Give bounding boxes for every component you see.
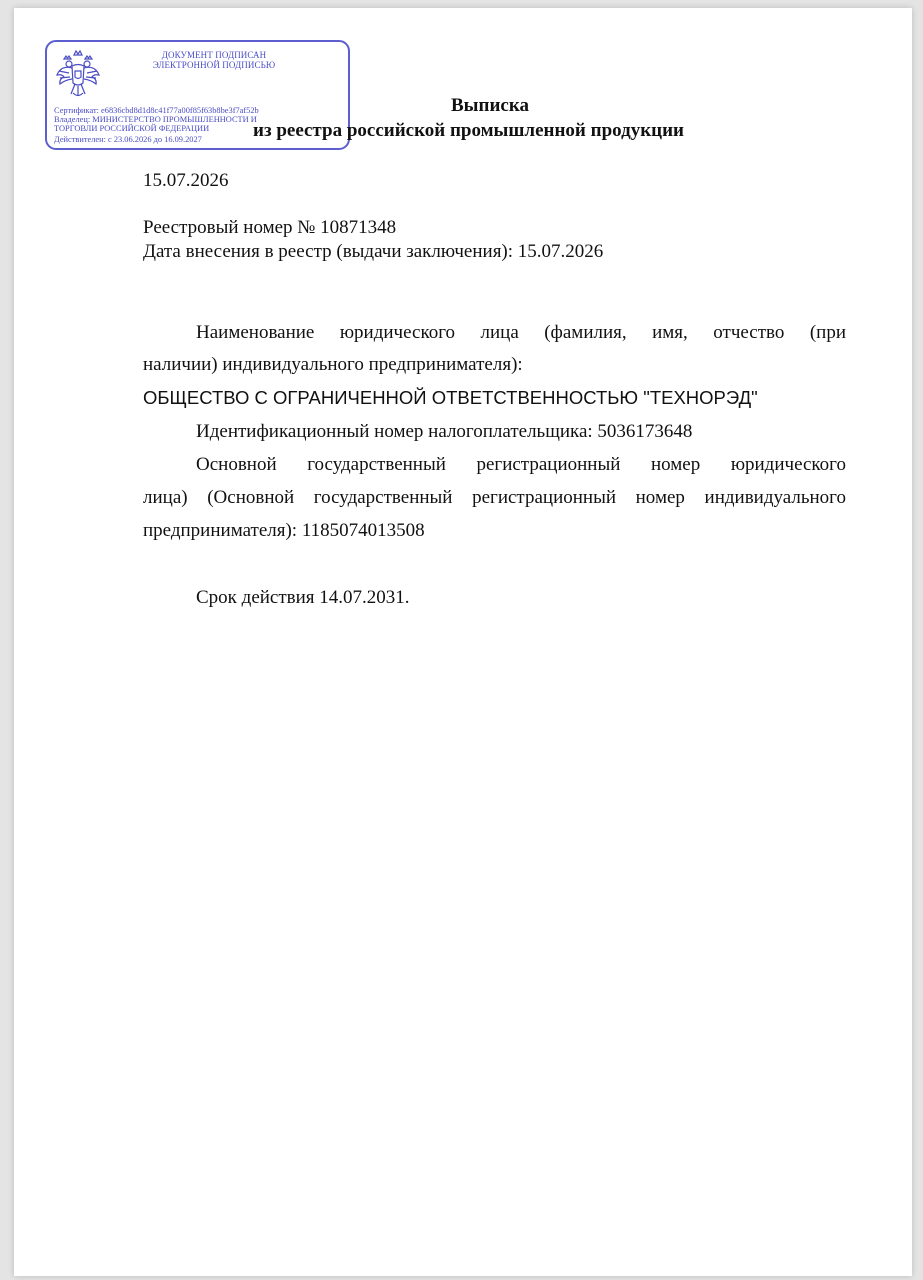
stamp-title xyxy=(139,50,289,70)
ogrn-line: Основной государственный регистрационный номер юридического xyxy=(196,454,846,475)
entity-label-line: Наименование юридического лица (фамилия, имя, отчество (при xyxy=(196,322,846,343)
ogrn-line: лица) (Основной государственный регистрационный номер индивидуального xyxy=(143,487,846,508)
ogrn-line: предпринимателя): 1185074013508 xyxy=(143,520,425,541)
inn-line: Идентификационный номер налогоплательщика: 5036173648 xyxy=(196,421,693,442)
registry-number: Реестровый номер № 10871348 xyxy=(143,217,397,238)
stamp-validity: Действителен: с 23.06.2026 до 16.09.2027 xyxy=(54,135,202,144)
stamp-certificate: Сертификат: e6836cbd8d1d8c41f77a00f85f63b8be3f7af52b xyxy=(54,106,259,115)
document-subtitle: из реестра российской промышленной продукции xyxy=(253,120,684,141)
document-page xyxy=(14,8,912,1276)
stamp-title-line: ДОКУМЕНТ ПОДПИСАН xyxy=(161,50,267,60)
stamp-owner-line: ТОРГОВЛИ РОССИЙСКОЙ ФЕДЕРАЦИИ xyxy=(54,124,210,133)
stamp-title-line: ЭЛЕКТРОННОЙ ПОДПИСЬЮ xyxy=(152,60,276,70)
stamp-owner-line: Владелец: МИНИСТЕРСТВО ПРОМЫШЛЕННОСТИ И xyxy=(54,115,257,124)
registry-entry-date: Дата внесения в реестр (выдачи заключения): 15.07.2026 xyxy=(143,241,604,262)
validity-period: Срок действия 14.07.2031. xyxy=(196,587,410,608)
document-date: 15.07.2026 xyxy=(143,170,229,191)
entity-label-line: наличии) индивидуального предпринимателя): xyxy=(143,354,523,375)
russian-coat-of-arms-icon xyxy=(53,47,103,101)
entity-name: ОБЩЕСТВО С ОГРАНИЧЕННОЙ ОТВЕТСТВЕННОСТЬЮ "ТЕХНОРЭД" xyxy=(143,387,758,408)
document-title: Выписка xyxy=(451,95,529,116)
